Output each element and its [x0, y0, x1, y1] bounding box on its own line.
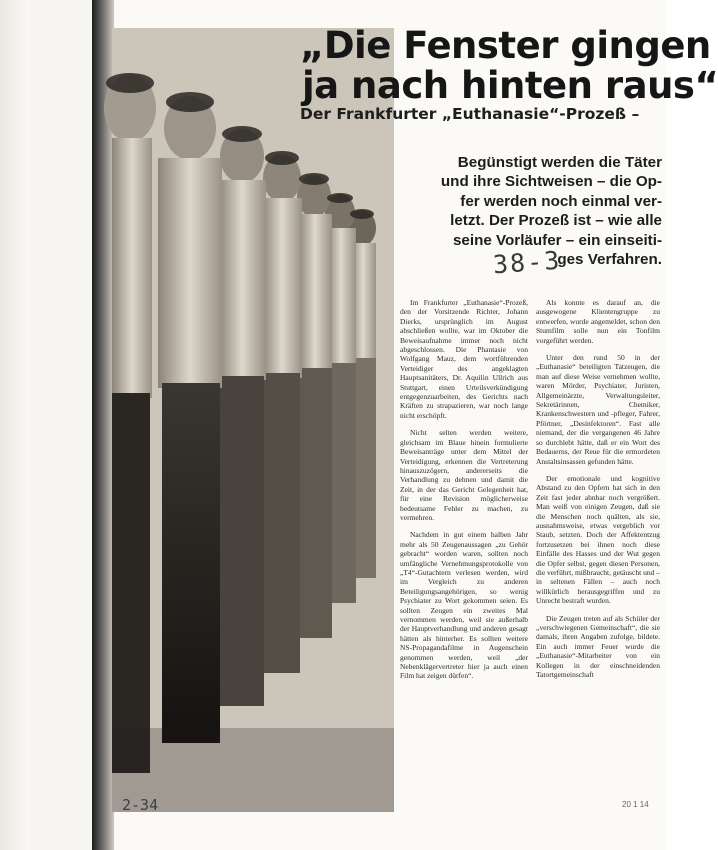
paragraph: Unter den rund 50 in der „Euthanasie“ beteiligten Tatzeugen, die man auf diese Weise vernehmen wollte, waren Mörder, Psychiater, Juristen, Allgemeinärzte, Verwaltungsleiter, Sekretärinnen, Chemiker, Krankenschwestern und -pfleger, Fahrer, Pförtner, „Desinfektoren“. Fast alle niemand, der die vergangenen 46 Jahre so durchlebt hätte, daß er ein Wort des Bedauerns, der Reue für die ermordeten Anstaltsinsassen gefunden hätte. — [536, 353, 660, 466]
article-lead: Begünstigt werden die Täter und ihre Sichtweisen – die Op- fer werden noch einmal ver- letzt. Der Prozeß ist – wie alle seine Vorläufer – ein einseiti- ges Verfahren. — [440, 154, 662, 269]
paragraph: Nachdem in gut einem halben Jahr mehr als 50 Zeugenaussagen „zu Gehör gebracht“ worden waren, sollten noch umfängliche Vernehmungsprotokolle von „T4“-Gutachtern verlesen werden, wird im Vergleich zu anderen Beteiligungsangehörigen, so wenig Psychiater zu Wort gekommen seien. Es sollten Zeugen ein zweites Mal vernommen werden, weil sie außerhalb der Hauptverhandlung und anderen gesagt hätten als hinterher. Es sollten weitere NS-Propagandafilme in Augenschein genommen werden, weil „der Nebenklägervertreter hier ja auch einen Film hat zeigen dürfen“. — [400, 530, 528, 681]
text-column-2 — [536, 298, 660, 788]
handwritten-page-mark: 2-34 — [122, 796, 159, 814]
headline-line-1: „Die Fenster gingen — [300, 24, 711, 67]
book-spine — [0, 0, 30, 850]
paragraph: Die Zeugen treten auf als Schüler der „verschwiegenen Gemeinschaft“, die sie damals, ihren Angaben zufolge, bildete. Ein auch immer Feuer wurde die „Euthanasie“-Mitarbeiter von ein Kollegen in der einschneidenden Tatortgemeinschaft — [536, 613, 660, 680]
headline-line-2: ja nach hinten raus“ — [302, 64, 718, 107]
paragraph: Nicht selten werden weitere, gleichsam im Blaue hinein formulierte Beweisanträge unter dem Mittel der Verteidigung, erkennen die Vertreterung hinauszuzögern, andererseits die Verhandlung zu dehnen und damit die Zeit, in der das Gericht Gelegenheit hat, für eine Revision möglicherweise bedeutsame Fehler zu machen, zu vermehren. — [400, 428, 528, 522]
text-column-1 — [400, 298, 528, 788]
article-photo — [112, 28, 394, 812]
photo-illustration — [112, 28, 394, 812]
paragraph: Als konnte es darauf an, die ausgewogene Klientengruppe zu entwerfen, wurde angemeldet, schon den Stumfilm solle nun ein Tonfilm vorgeführt werden. — [536, 298, 660, 345]
handwritten-note: 38-3 — [492, 245, 563, 280]
article-headline — [300, 24, 718, 107]
paragraph: Im Frankfurter „Euthanasie“-Prozeß, den der Vorsitzende Richter, Johann Dierks, ursprünglich im August abschließen wollte, war im Oktober die Beweisaufnahme immer noch nicht abgeschlossen. Die Phantasie von Wolfgang Mauz, dem wortführenden Verteidiger des angeklagten Hauptsanitäters, Dr. Aquilin Ullrich aus Stuttgart, einen Urteilsverkündigung entgegenzuarbeiten, des Gerichts nach Kräften zu strapazieren, war noch lange nicht erschöpft. — [400, 298, 528, 420]
page-number: 20 1 14 — [622, 800, 649, 809]
paragraph: Der emotionale und kognitive Abstand zu den Opfern hat sich in den Zeit fast jeder ahnbar noch vergrößert. Man weiß von einigen Zeugen, daß sie die Menschen noch quälten, als sie, ausnahmsweise, etwas vergeblich vor Staub, setzten. Doch der Affektentzug fortzusetzen bei ihnen noch diese Einfälle des Hasses und der Wut gegen die Opfer selbst, gegen diesen Personen, die verführt, mißbraucht, getäuscht und – in seltenen Fällen – auch noch willkürlich herausgegriffen und zu Unrecht bestraft wurden. — [536, 473, 660, 606]
article-subhead: Der Frankfurter „Euthanasie“-Prozeß – — [300, 105, 640, 123]
